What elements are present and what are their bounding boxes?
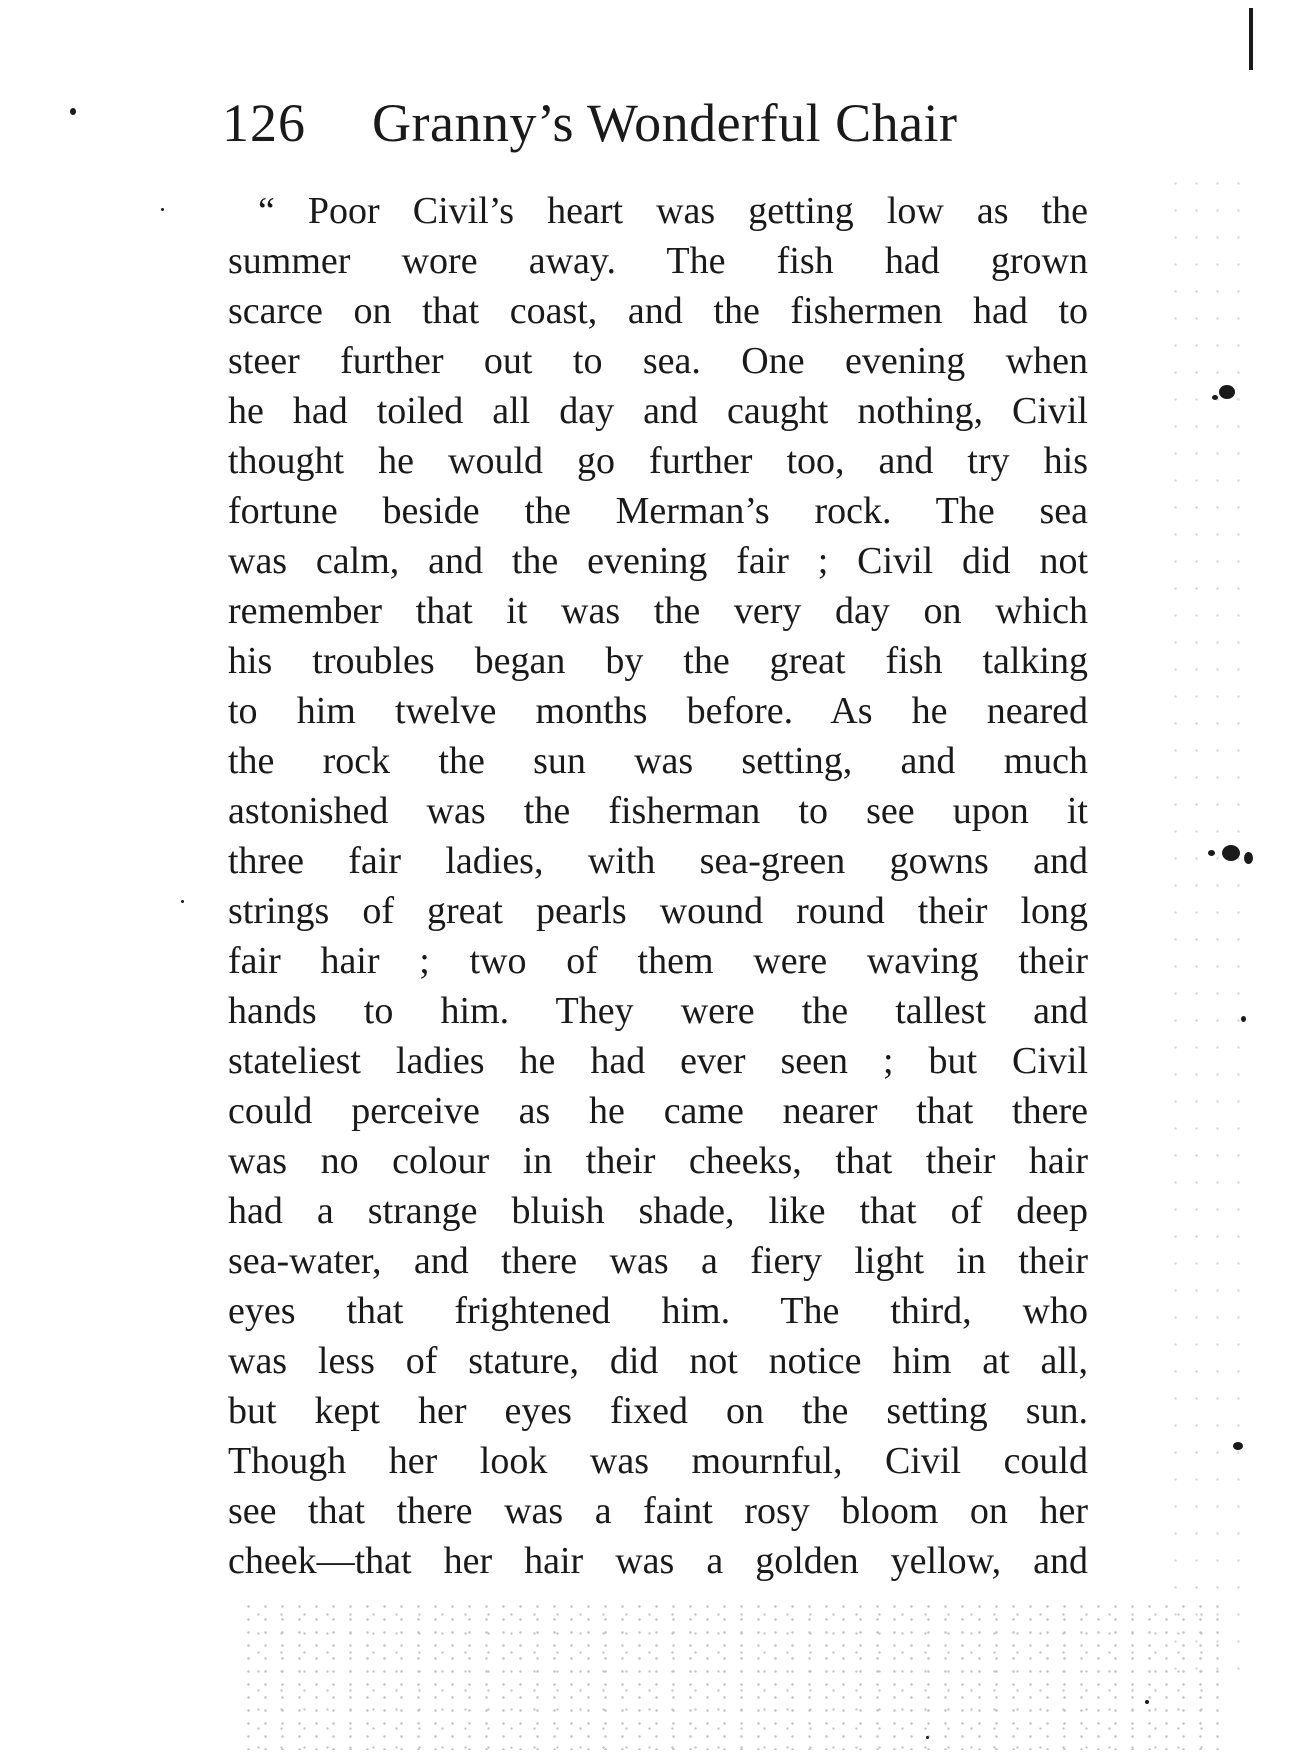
page-number: 126 — [222, 93, 306, 153]
text-line: thought he would go further too, and try his — [228, 440, 1088, 482]
text-line: had a strange bluish shade, like that of deep — [228, 1190, 1088, 1232]
text-line: see that there was a faint rosy bloom on her — [228, 1490, 1088, 1532]
text-line: his troubles began by the great fish talking — [228, 640, 1088, 682]
text-line: cheek—that her hair was a golden yellow, and — [228, 1540, 1088, 1582]
text-line: was calm, and the evening fair ; Civil did not — [228, 540, 1088, 582]
text-line: strings of great pearls wound round their long — [228, 890, 1088, 932]
text-line: fair hair ; two of them were waving their — [228, 940, 1088, 982]
scan-speck — [70, 108, 76, 115]
book-title: Granny’s Wonderful Chair — [372, 93, 958, 153]
text-line: but kept her eyes fixed on the setting sun. — [228, 1390, 1088, 1432]
scan-speck — [161, 208, 164, 211]
text-line: fortune beside the Merman’s rock. The sea — [228, 490, 1088, 532]
text-line: summer wore away. The fish had grown — [228, 240, 1088, 282]
scan-noise — [1165, 170, 1255, 1670]
text-line: three fair ladies, with sea-green gowns and — [228, 840, 1088, 882]
text-line: eyes that frightened him. The third, who — [228, 1290, 1088, 1332]
running-head — [222, 92, 958, 154]
scan-speck — [181, 900, 184, 903]
text-line: sea-water, and there was a fiery light in their — [228, 1240, 1088, 1282]
text-line: steer further out to sea. One evening when — [228, 340, 1088, 382]
text-line: he had toiled all day and caught nothing, Civil — [228, 390, 1088, 432]
text-line: the rock the sun was setting, and much — [228, 740, 1088, 782]
text-line: was no colour in their cheeks, that their hair — [228, 1140, 1088, 1182]
text-line: stateliest ladies he had ever seen ; but Civil — [228, 1040, 1088, 1082]
scan-noise — [240, 1600, 1220, 1750]
text-line: scarce on that coast, and the fishermen had to — [228, 290, 1088, 332]
text-line: to him twelve months before. As he neared — [228, 690, 1088, 732]
text-line: astonished was the fisherman to see upon it — [228, 790, 1088, 832]
text-line: could perceive as he came nearer that there — [228, 1090, 1088, 1132]
body-text — [228, 186, 1088, 1586]
text-line: hands to him. They were the tallest and — [228, 990, 1088, 1032]
scan-mark — [1249, 8, 1253, 70]
text-line: Though her look was mournful, Civil could — [228, 1440, 1088, 1482]
text-line: was less of stature, did not notice him at all, — [228, 1340, 1088, 1382]
text-line: “ Poor Civil’s heart was getting low as the — [258, 190, 1088, 232]
text-line: remember that it was the very day on which — [228, 590, 1088, 632]
